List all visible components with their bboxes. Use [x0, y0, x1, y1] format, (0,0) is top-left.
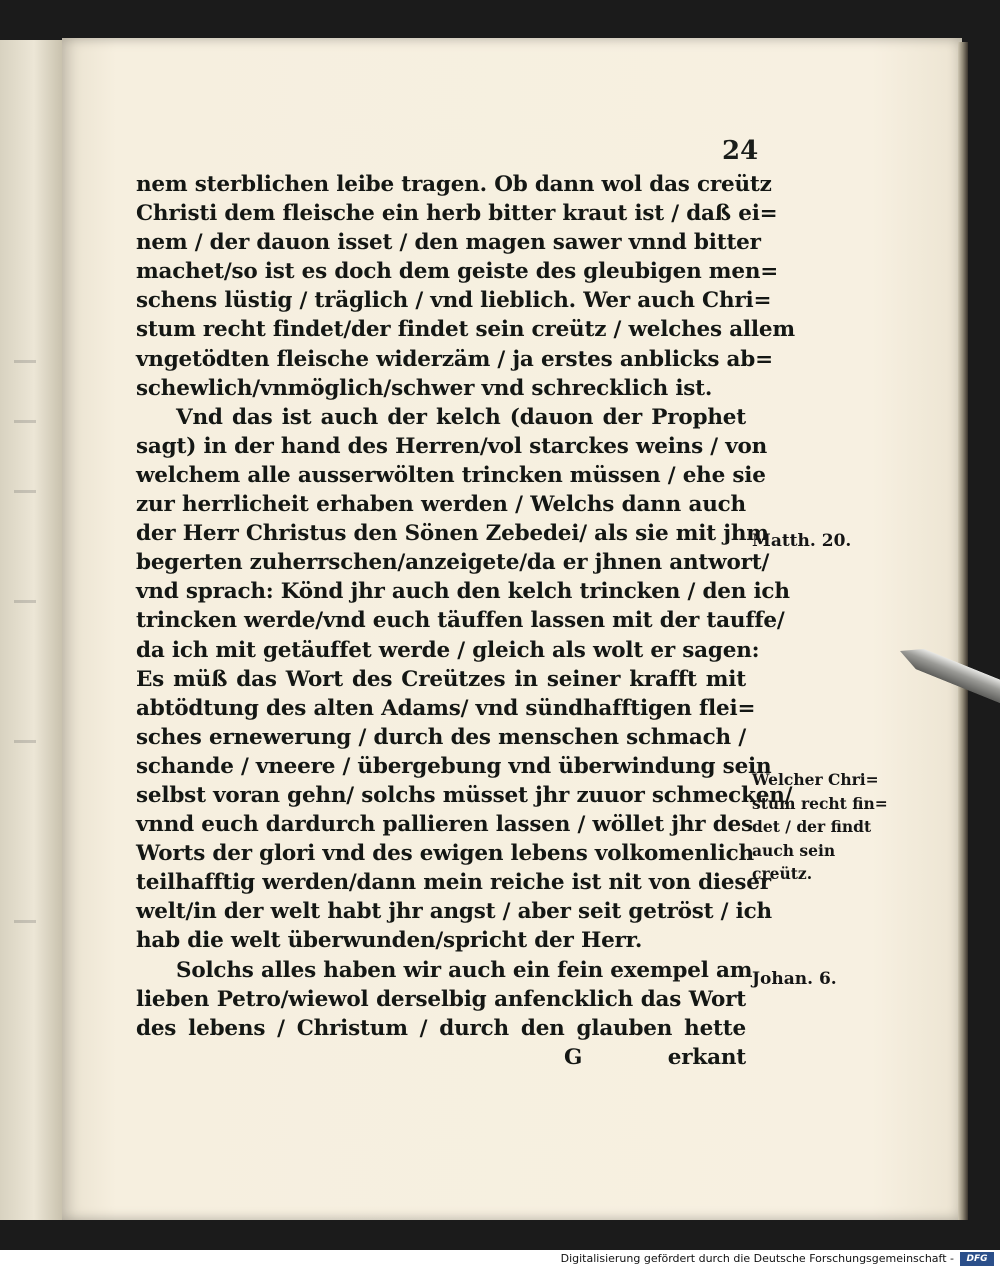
margin-note-line: det / der findt: [752, 817, 872, 836]
text-line: Christi dem fleische ein herb bitter kraut ist / daß ei=: [136, 201, 778, 227]
text-line: schewlich/vnmöglich/schwer vnd schrecklich ist.: [136, 375, 713, 401]
funding-credit: Digitalisierung gefördert durch die Deutsche Forschungsgemeinschaft -: [560, 1252, 954, 1265]
margin-note-line: Welcher Chri=: [752, 770, 879, 789]
text-line: da ich mit getäuffet werde / gleich als wolt er sagen:: [136, 637, 760, 663]
margin-note-line: creütz.: [752, 864, 813, 883]
text-line: trincken werde/vnd euch täuffen lassen mit der tauffe/: [136, 608, 785, 634]
facing-page-edge: [0, 40, 64, 1220]
text-line: vngetödten fleische widerzäm / ja erstes anblicks ab=: [136, 346, 773, 372]
text-line: welchem alle ausserwölten trincken müssen / ehe sie: [136, 462, 766, 488]
footer-bar: [0, 1250, 1000, 1269]
catchword: erkant: [667, 1044, 746, 1070]
signature-mark: G: [564, 1044, 583, 1070]
text-line: teilhafftig werden/dann mein reiche ist nit von dieser: [136, 870, 771, 896]
text-line: abtödtung des alten Adams/ vnd sündhafftigen flei=: [136, 695, 756, 721]
text-line: machet/so ist es doch dem geiste des gleubigen men=: [136, 259, 779, 285]
text-line: Es müß das Wort des Creützes in seiner krafft mit: [136, 666, 746, 692]
text-line: Worts der glori vnd des ewigen lebens volkomenlich: [136, 841, 754, 867]
text-line: stum recht findet/der findet sein creütz / welches allem: [136, 317, 795, 343]
text-line: vnd sprach: Könd jhr auch den kelch trincken / den ich: [136, 579, 790, 605]
page-number: 24: [722, 136, 759, 166]
text-line: nem sterblichen leibe tragen. Ob dann wol das creütz: [136, 172, 772, 197]
dfg-logo: DFG: [960, 1252, 994, 1266]
text-line: welt/in der welt habt jhr angst / aber seit getröst / ich: [136, 899, 772, 925]
text-line: zur herrlicheit erhaben werden / Welchs dann auch: [136, 492, 746, 518]
text-line: hab die welt überwunden/spricht der Herr.: [136, 928, 643, 954]
text-line: schens lüstig / träglich / vnd lieblich. Wer auch Chri=: [136, 288, 772, 314]
margin-note-line: auch sein: [752, 840, 836, 860]
text-line: selbst voran gehn/ solchs müsset jhr zuuor schmecken/: [136, 782, 793, 808]
margin-note-line: stum recht fin=: [752, 793, 888, 813]
text-line: lieben Petro/wiewol derselbig anfencklich das Wort: [136, 986, 746, 1012]
text-line: sches ernewerung / durch des menschen schmach /: [136, 724, 746, 750]
text-line: der Herr Christus den Sönen Zebedei/ als sie mit jhm: [136, 521, 769, 547]
margin-note-johan: Johan. 6.: [752, 969, 837, 989]
text-line: nem / der dauon isset / den magen sawer vnnd bitter: [136, 230, 761, 256]
text-line: Vnd das ist auch der kelch (dauon der Prophet: [176, 404, 746, 430]
text-line: des lebens / Christum / durch den glauben hette: [136, 1015, 746, 1041]
text-line: sagt) in der hand des Herren/vol starckes weins / von: [136, 433, 768, 459]
text-line: schande / vneere / übergebung vnd überwindung sein: [136, 753, 772, 779]
catchword-line: [136, 1043, 746, 1072]
margin-note-welcher: [752, 768, 888, 886]
margin-note-matth: Matth. 20.: [752, 531, 852, 551]
text-line: vnnd euch dardurch pallieren lassen / wöllet jhr des: [136, 812, 753, 838]
text-line: Solchs alles haben wir auch ein fein exempel am: [176, 957, 753, 983]
text-line: begerten zuherrschen/anzeigete/da er jhnen antwort/: [136, 550, 770, 576]
page-stack-edge: [958, 42, 968, 1220]
